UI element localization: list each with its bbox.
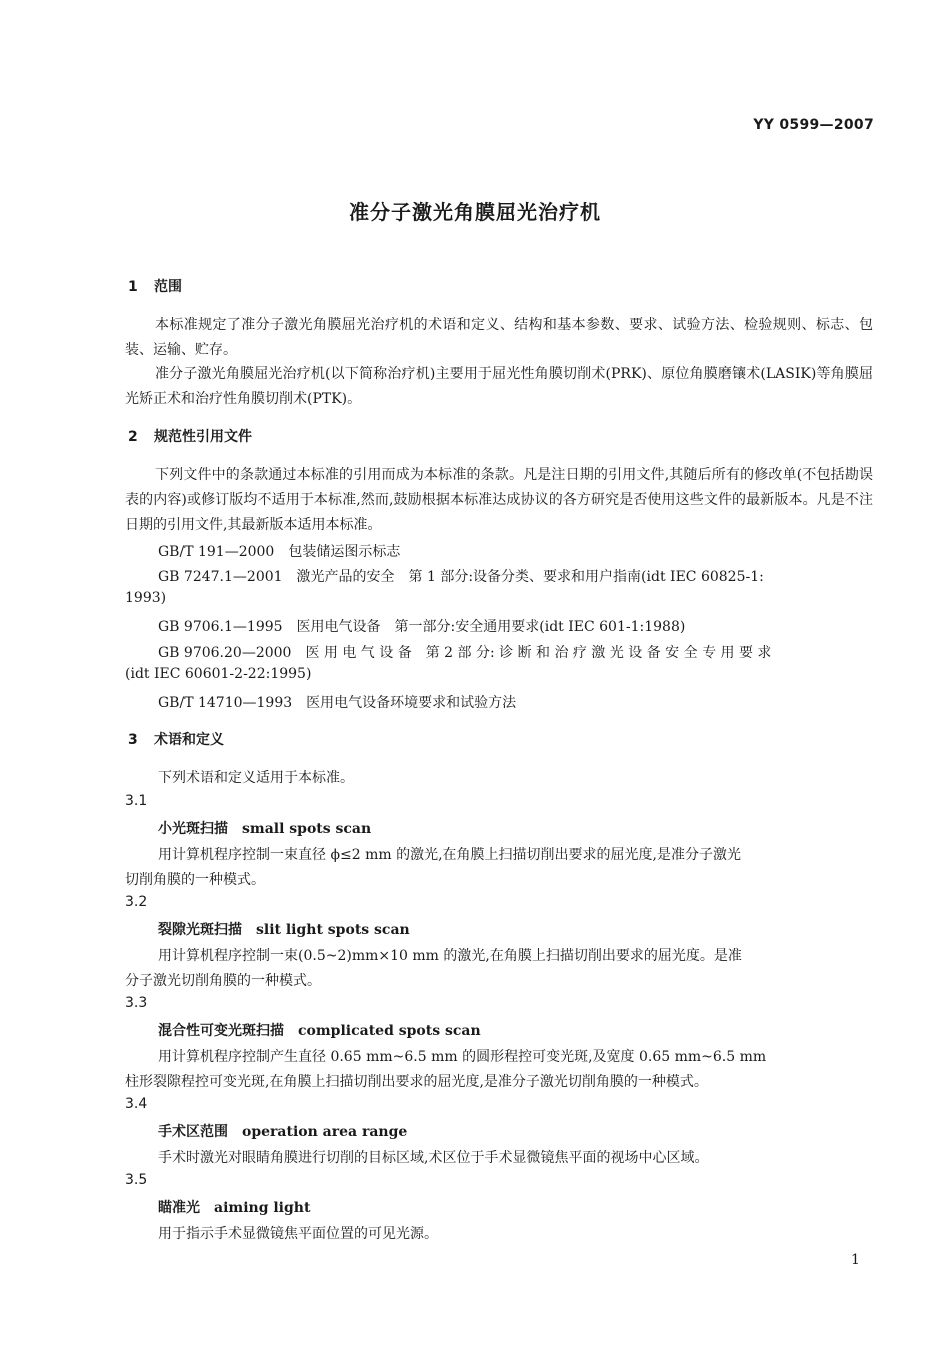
term-number: 3.2 — [125, 894, 148, 910]
term-definition-line: 手术时激光对眼睛角膜进行切削的目标区域,术区位于手术显微镜焦平面的视场中心区域。 — [158, 1150, 709, 1166]
term-number: 3.1 — [125, 793, 148, 809]
reference-item: GB 9706.20—2000 医 用 电 气 设 备 第 2 部 分: 诊 断 和 治 疗 激 光 设 备 安 全 专 用 要 求 — [158, 645, 772, 661]
term-cn: 小光斑扫描 — [158, 821, 228, 837]
term-heading — [158, 1020, 481, 1040]
reference-item: GB/T 191—2000 包装储运图示标志 — [158, 544, 401, 560]
term-heading — [158, 919, 410, 939]
section-2-heading — [128, 426, 252, 446]
term-definition-line: 柱形裂隙程控可变光斑,在角膜上扫描切削出要求的屈光度,是准分子激光切削角膜的一种模式。 — [125, 1074, 708, 1090]
term-en: complicated spots scan — [298, 1023, 481, 1039]
paragraph-text: 本标准规定了准分子激光角膜屈光治疗机的术语和定义、结构和基本参数、要求、试验方法、检验规则、标志、包装、运输、贮存。 — [125, 317, 873, 358]
term-cn: 手术区范围 — [158, 1124, 228, 1140]
term-cn: 裂隙光斑扫描 — [158, 922, 242, 938]
term-cn: 瞄准光 — [158, 1200, 200, 1216]
term-definition-line: 切削角膜的一种模式。 — [125, 872, 265, 888]
section-number: 2 — [128, 429, 138, 445]
term-heading — [158, 1121, 407, 1141]
term-en: slit light spots scan — [256, 922, 410, 938]
term-heading — [158, 1197, 310, 1217]
section-1-paragraph-1 — [125, 313, 873, 363]
section-number: 1 — [128, 279, 138, 295]
term-number: 3.3 — [125, 995, 148, 1011]
reference-item: GB/T 14710—1993 医用电气设备环境要求和试验方法 — [158, 695, 517, 711]
term-heading — [158, 818, 371, 838]
section-3-heading — [128, 729, 224, 749]
section-title: 术语和定义 — [154, 732, 224, 748]
term-number: 3.4 — [125, 1096, 148, 1112]
term-en: operation area range — [242, 1124, 408, 1140]
section-1-heading — [128, 276, 182, 296]
section-title: 规范性引用文件 — [154, 429, 252, 445]
term-en: small spots scan — [242, 821, 372, 837]
section-number: 3 — [128, 732, 138, 748]
term-number: 3.5 — [125, 1172, 148, 1188]
section-2-intro — [125, 463, 873, 538]
term-cn: 混合性可变光斑扫描 — [158, 1023, 284, 1039]
term-definition-line: 用计算机程序控制一束直径 ϕ≤2 mm 的激光,在角膜上扫描切削出要求的屈光度,是准分子激光 — [158, 847, 741, 863]
term-definition-line: 用计算机程序控制一束(0.5~2)mm×10 mm 的激光,在角膜上扫描切削出要求的屈光度。是准 — [158, 948, 742, 964]
standard-code: YY 0599—2007 — [753, 117, 874, 133]
term-definition-line: 用于指示手术显微镜焦平面位置的可见光源。 — [158, 1226, 438, 1242]
section-3-intro: 下列术语和定义适用于本标准。 — [158, 770, 354, 786]
term-en: aiming light — [214, 1200, 311, 1216]
page-number: 1 — [851, 1252, 860, 1268]
section-title: 范围 — [154, 279, 182, 295]
reference-item: (idt IEC 60601-2-22:1995) — [125, 666, 312, 682]
reference-item: GB 7247.1—2001 激光产品的安全 第 1 部分:设备分类、要求和用户指南(idt IEC 60825-1: — [158, 569, 764, 585]
document-title: 准分子激光角膜屈光治疗机 — [349, 200, 601, 224]
term-definition-line: 用计算机程序控制产生直径 0.65 mm~6.5 mm 的圆形程控可变光斑,及宽度 0.65 mm~6.5 mm — [158, 1049, 767, 1065]
paragraph-text: 准分子激光角膜屈光治疗机(以下简称治疗机)主要用于屈光性角膜切削术(PRK)、原位角膜磨镶术(LASIK)等角膜屈光矫正术和治疗性角膜切削术(PTK)。 — [125, 366, 873, 407]
reference-item: GB 9706.1—1995 医用电气设备 第一部分:安全通用要求(idt IEC 601-1:1988) — [158, 619, 686, 635]
term-definition-line: 分子激光切削角膜的一种模式。 — [125, 973, 321, 989]
reference-item: 1993) — [125, 590, 167, 606]
paragraph-text: 下列文件中的条款通过本标准的引用而成为本标准的条款。凡是注日期的引用文件,其随后所有的修改单(不包括勘误表的内容)或修订版均不适用于本标准,然而,鼓励根据本标准达成协议的各方研究是否使用这些文件的最新版本。凡是不注日期的引用文件,其最新版本适用本标准。 — [125, 467, 873, 533]
section-1-paragraph-2 — [125, 362, 873, 412]
